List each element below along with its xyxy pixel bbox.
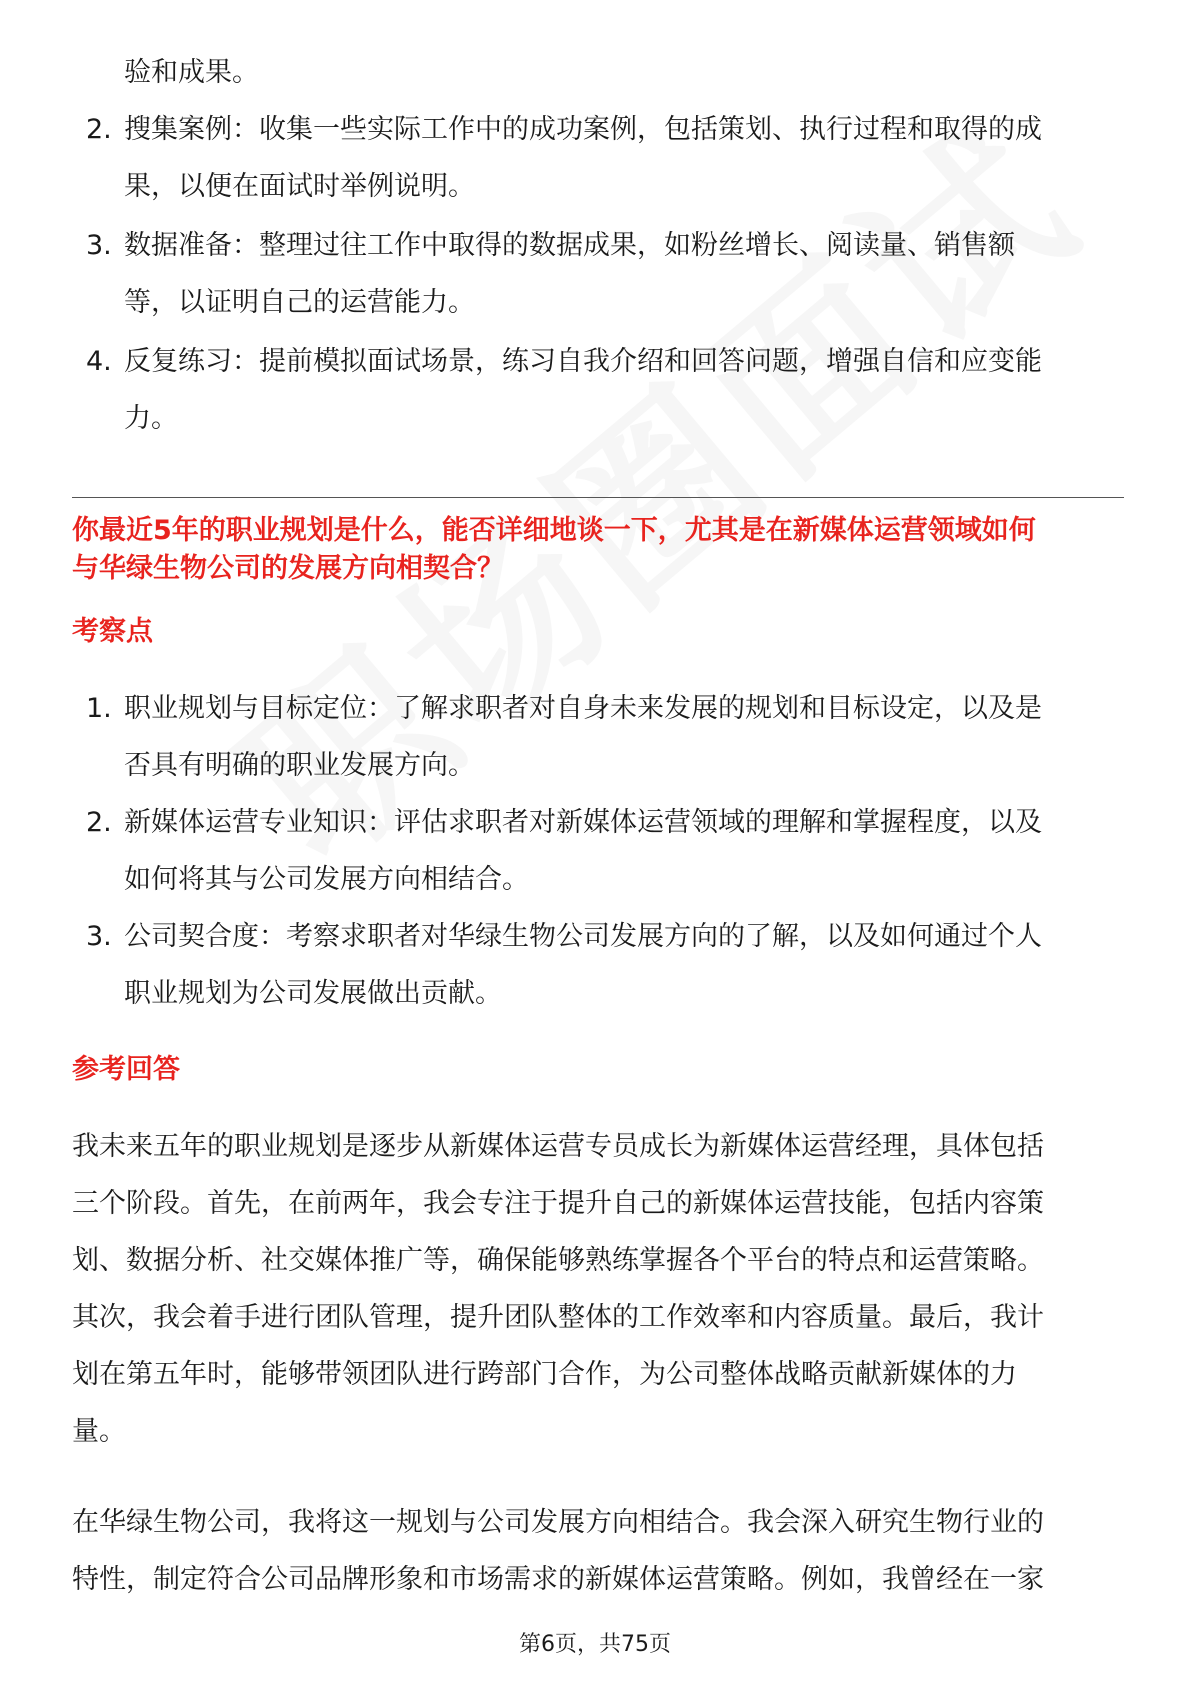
question-line: 与华绿生物公司的发展方向相契合？ <box>72 553 504 584</box>
list-number: 3. <box>86 230 112 261</box>
list-item <box>72 333 1122 447</box>
list-line: 等，以证明自己的运营能力。 <box>124 287 475 318</box>
paragraph-line: 特性，制定符合公司品牌形象和市场需求的新媒体运营策略。例如，我曾经在一家 <box>72 1564 1044 1595</box>
list-line: 果，以便在面试时举例说明。 <box>124 171 475 202</box>
section-divider <box>72 497 1124 498</box>
paragraph-line: 其次，我会着手进行团队管理，提升团队整体的工作效率和内容质量。最后，我计 <box>72 1302 1044 1333</box>
paragraph-line: 划、数据分析、社交媒体推广等，确保能够熟练掌握各个平台的特点和运营策略。 <box>72 1245 1044 1276</box>
continuation-text: 验和成果。 <box>124 57 259 88</box>
list-line: 如何将其与公司发展方向相结合。 <box>124 864 529 895</box>
assessment-list <box>72 680 1124 1022</box>
list-line: 职业规划为公司发展做出贡献。 <box>124 978 502 1009</box>
page-number-footer: 第6页，共75页 <box>519 1632 671 1657</box>
paragraph-line: 量。 <box>72 1416 126 1447</box>
question-heading <box>72 512 1124 588</box>
assessment-points-title: 考察点 <box>72 616 153 647</box>
list-item <box>72 680 1124 794</box>
question-line: 你最近5年的职业规划是什么，能否详细地谈一下，尤其是在新媒体运营领域如何 <box>72 515 1036 546</box>
list-line: 职业规划与目标定位：了解求职者对自身未来发展的规划和目标设定，以及是 <box>124 693 1042 724</box>
top-list-section <box>72 44 1122 449</box>
prep-list <box>72 101 1122 447</box>
list-item <box>72 908 1124 1022</box>
list-item <box>72 794 1124 908</box>
paragraph-line: 我未来五年的职业规划是逐步从新媒体运营专员成长为新媒体运营经理，具体包括 <box>72 1131 1044 1162</box>
list-number: 1. <box>86 693 112 724</box>
answer-paragraph-1 <box>72 1118 1124 1460</box>
list-item <box>72 217 1122 331</box>
list-number: 2. <box>86 807 112 838</box>
list-line: 否具有明确的职业发展方向。 <box>124 750 475 781</box>
list-number: 2. <box>86 114 112 145</box>
list-line: 反复练习：提前模拟面试场景，练习自我介绍和回答问题，增强自信和应变能 <box>124 346 1042 377</box>
paragraph-line: 在华绿生物公司，我将这一规划与公司发展方向相结合。我会深入研究生物行业的 <box>72 1507 1044 1538</box>
assessment-list-section <box>72 680 1124 1022</box>
list-line: 力。 <box>124 403 178 434</box>
list-number: 3. <box>86 921 112 952</box>
list-line: 数据准备：整理过往工作中取得的数据成果，如粉丝增长、阅读量、销售额 <box>124 230 1015 261</box>
paragraph-line: 划在第五年时，能够带领团队进行跨部门合作，为公司整体战略贡献新媒体的力 <box>72 1359 1017 1390</box>
list-line: 新媒体运营专业知识：评估求职者对新媒体运营领域的理解和掌握程度，以及 <box>124 807 1042 838</box>
reference-answer-title: 参考回答 <box>72 1054 180 1085</box>
list-line: 搜集案例：收集一些实际工作中的成功案例，包括策划、执行过程和取得的成 <box>124 114 1042 145</box>
list-line: 公司契合度：考察求职者对华绿生物公司发展方向的了解，以及如何通过个人 <box>124 921 1042 952</box>
list-item <box>72 101 1122 215</box>
paragraph-line: 三个阶段。首先，在前两年，我会专注于提升自己的新媒体运营技能，包括内容策 <box>72 1188 1044 1219</box>
answer-paragraph-2 <box>72 1494 1124 1608</box>
list-number: 4. <box>86 346 112 377</box>
